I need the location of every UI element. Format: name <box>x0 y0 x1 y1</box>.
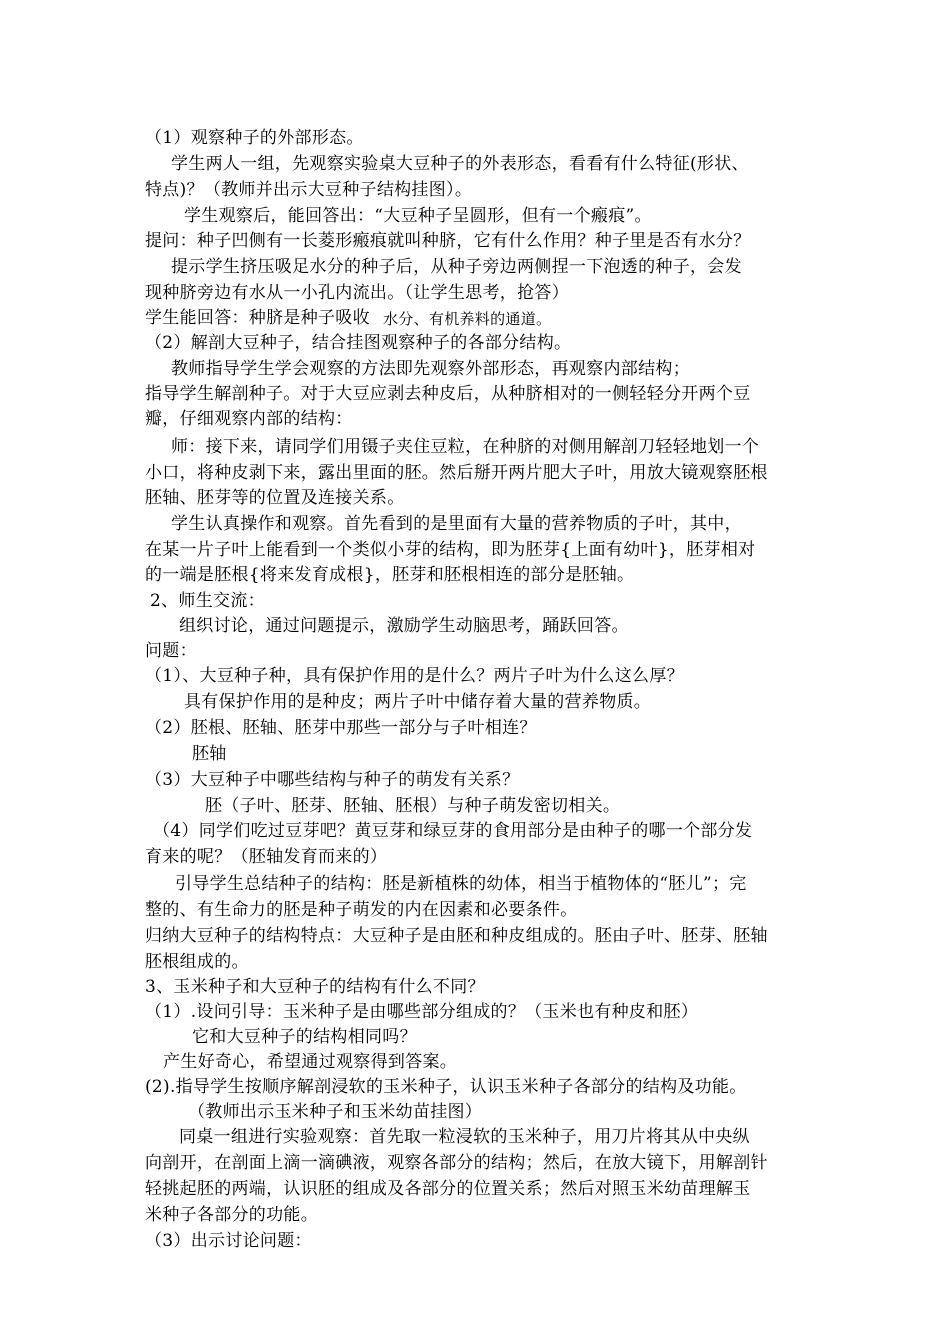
text-line: 现种脐旁边有水从一小孔内流出。（让学生思考，抢答） <box>145 283 569 303</box>
text-line: 问题： <box>145 641 197 661</box>
text-line: 轻挑起胚的两端，认识胚的组成及各部分的位置关系；然后对照玉米幼苗理解玉 <box>145 1179 751 1199</box>
text-line: 具有保护作用的是种皮；两片子叶中储存着大量的营养物质。 <box>184 692 652 712</box>
text-line: 教师指导学生学会观察的方法即先观察外部形态，再观察内部结构； <box>171 359 690 379</box>
text-line: 学生认真操作和观察。首先看到的是里面有大量的营养物质的子叶，其中， <box>171 514 742 534</box>
text-line: 学生两人一组，先观察实验桌大豆种子的外表形态，看看有什么特征(形状、 <box>171 154 749 174</box>
text-line: (2).指导学生按顺序解剖浸软的玉米种子，认识玉米种子各部分的结构及功能。 <box>145 1077 747 1097</box>
text-line: 提问：种子凹侧有一长菱形瘢痕就叫种脐，它有什么作用？种子里是否有水分？ <box>145 231 751 251</box>
text-line: 胚根组成的。 <box>145 952 249 972</box>
text-line: 指导学生解剖种子。对于大豆应剥去种皮后，从种脐相对的一侧轻轻分开两个豆 <box>145 384 751 404</box>
text-line: 米种子各部分的功能。 <box>145 1205 318 1225</box>
text-line: 的一端是胚根{将来发育成根}，胚芽和胚根相连的部分是胚轴。 <box>145 565 635 585</box>
text-line: 胚（子叶、胚芽、胚轴、胚根）与种子萌发密切相关。 <box>205 796 621 816</box>
text-line: 胚轴 <box>192 744 227 764</box>
text-line: （1）观察种子的外部形态。 <box>145 128 364 148</box>
text-line: 胚轴、胚芽等的位置及连接关系。 <box>145 488 405 508</box>
text-line: 组织讨论，通过问题提示，激励学生动脑思考，踊跃回答。 <box>179 616 629 636</box>
text-line: （3）出示讨论问题： <box>145 1231 312 1251</box>
text-line-small: 水分、有机养料的通道。 <box>383 310 552 328</box>
text-line: 学生观察后，能回答出：“大豆种子呈圆形，但有一个瘢痕”。 <box>184 206 652 226</box>
text-line: （教师出示玉米种子和玉米幼苗挂图） <box>188 1102 483 1122</box>
text-line: 整的、有生命力的胚是种子萌发的内在因素和必要条件。 <box>145 900 578 920</box>
text-line: 同桌一组进行实验观察：首先取一粒浸软的玉米种子，用刀片将其从中央纵 <box>179 1127 750 1147</box>
text-line: 产生好奇心，希望通过观察得到答案。 <box>163 1052 458 1072</box>
text-line: 在某一片子叶上能看到一个类似小芽的结构，即为胚芽{上面有幼叶}，胚芽相对 <box>145 540 756 560</box>
text-line: 引导学生总结种子的结构：胚是新植株的幼体，相当于植物体的“胚儿”；完 <box>175 874 747 894</box>
text-line: 3、玉米种子和大豆种子的结构有什么不同？ <box>145 977 485 997</box>
text-line: 育来的呢？（胚轴发育而来的） <box>145 847 388 867</box>
text-line: 特点)？（教师并出示大豆种子结构挂图）。 <box>145 180 473 200</box>
text-line: 瓣，仔细观察内部的结构： <box>145 409 353 429</box>
text-line: 提示学生挤压吸足水分的种子后，从种子旁边两侧捏一下泡透的种子，会发 <box>171 257 742 277</box>
text-line: （1）、大豆种子种，具有保护作用的是什么？两片子叶为什么这么厚？ <box>145 666 684 686</box>
text-line: （4）同学们吃过豆芽吧？黄豆芽和绿豆芽的食用部分是由种子的哪一个部分发 <box>153 821 753 841</box>
text-line: 向剖开，在剖面上滴一滴碘液，观察各部分的结构；然后，在放大镜下，用解剖针 <box>145 1153 768 1173</box>
text-line: 学生能回答：种脐是种子吸收 <box>145 308 370 328</box>
text-line: （3）大豆种子中哪些结构与种子的萌发有关系？ <box>145 770 520 790</box>
text-line: 归纳大豆种子的结构特点：大豆种子是由胚和种皮组成的。胚由子叶、胚芽、胚轴 <box>145 926 768 946</box>
text-line: 它和大豆种子的结构相同吗？ <box>192 1027 417 1047</box>
text-line: 2、师生交流： <box>150 591 265 611</box>
text-line: （2）解剖大豆种子，结合挂图观察种子的各部分结构。 <box>145 333 572 353</box>
text-line: 师：接下来，请同学们用镊子夹住豆粒，在种脐的对侧用解剖刀轻轻地划一个 <box>171 437 760 457</box>
text-line: （2）胚根、胚轴、胚芽中那些一部分与子叶相连？ <box>145 718 537 738</box>
text-line: （1）.设问引导：玉米种子是由哪些部分组成的？（玉米也有种皮和胚） <box>145 1002 699 1022</box>
text-line: 小口，将种皮剥下来，露出里面的胚。然后掰开两片肥大子叶，用放大镜观察胚根 <box>145 463 768 483</box>
